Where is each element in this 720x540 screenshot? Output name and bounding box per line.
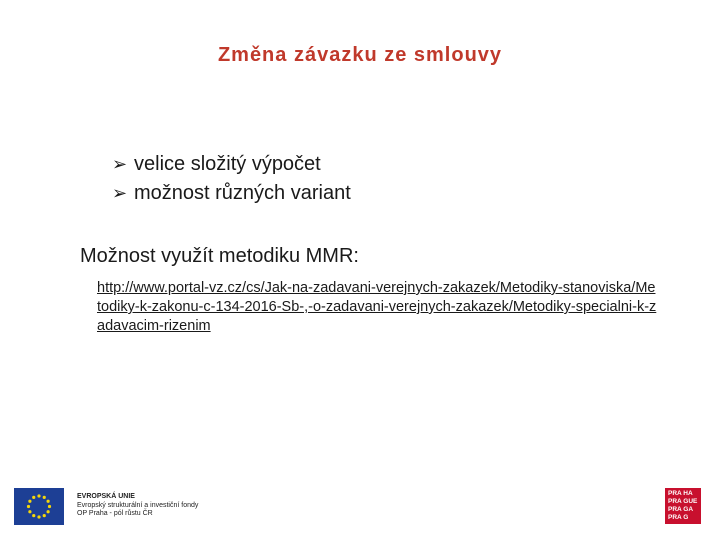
eu-head: EVROPSKÁ UNIE bbox=[77, 493, 135, 500]
bullet-text: velice složitý výpočet bbox=[134, 153, 321, 175]
eu-flag-icon bbox=[14, 488, 64, 525]
praha-logo-line: PRA G bbox=[668, 514, 689, 521]
praha-logo bbox=[665, 488, 701, 524]
eu-line: OP Praha - pól růstu ČR bbox=[77, 510, 153, 517]
bullet-text: možnost různých variant bbox=[134, 182, 351, 204]
bullet-list bbox=[112, 150, 351, 208]
praha-logo-line: PRA GUE bbox=[668, 498, 698, 505]
slide-title: Změna závazku ze smlouvy bbox=[217, 44, 503, 66]
arrow-bullet-icon: ➢ bbox=[112, 183, 128, 203]
arrow-bullet-icon: ➢ bbox=[112, 154, 128, 174]
bullet-item bbox=[112, 150, 351, 179]
praha-logo-line: PRA GA bbox=[668, 506, 694, 513]
eu-line: Evropský strukturální a investiční fondy bbox=[77, 501, 199, 509]
methodology-link[interactable]: http://www.portal-vz.cz/cs/Jak-na-zadavani-verejnych-zakazek/Metodiky-stanoviska/Metodiky-k-zakonu-c-134-2016-Sb-,-o-zadavani-verejnych-zakazek/Metodiky-specialni-k-zadavacim-rizenim bbox=[97, 280, 657, 334]
eu-funding-text bbox=[77, 493, 198, 519]
methodology-text: Možnost využít metodiku MMR: bbox=[80, 245, 359, 267]
praha-logo-line: PRA HA bbox=[668, 490, 693, 497]
bullet-item bbox=[112, 179, 351, 208]
